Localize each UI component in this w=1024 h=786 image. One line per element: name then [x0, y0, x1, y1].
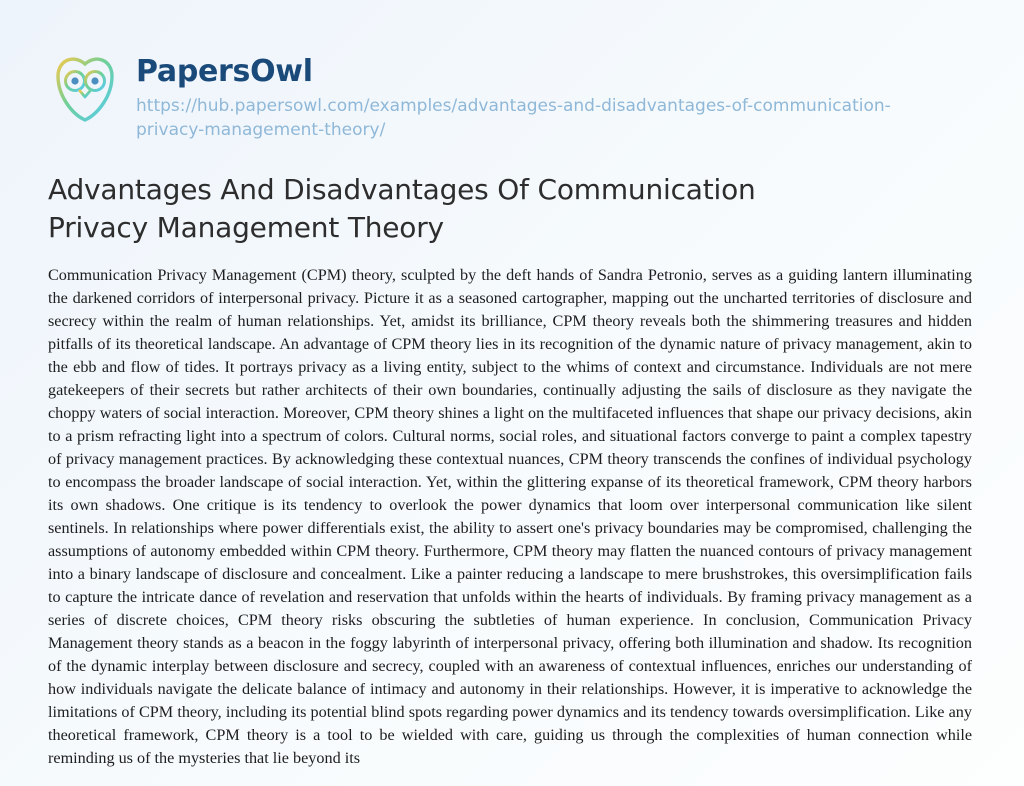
site-header: [0, 0, 1024, 143]
article-body: Communication Privacy Management (CPM) theory, sculpted by the deft hands of Sandra Petronio, serves as a guiding lantern illuminating the darkened corridors of interpersonal privacy. Picture it as a seasoned cartographer, mapping out the uncharted territories of disclosure and secrecy within the realm of human relationships. Yet, amidst its brilliance, CPM theory reveals both the shimmering treasures and hidden pitfalls of its theoretical landscape. An advantage of CPM theory lies in its recognition of the dynamic nature of privacy management, akin to the ebb and flow of tides. It portrays privacy as a living entity, subject to the whims of context and circumstance. Individuals are not mere gatekeepers of their secrets but rather architects of their own boundaries, continually adjusting the sails of disclosure as they navigate the choppy waters of social interaction. Moreover, CPM theory shines a light on the multifaceted influences that shape our privacy decisions, akin to a prism refracting light into a spectrum of colors. Cultural norms, social roles, and situational factors converge to paint a complex tapestry of privacy management practices. By acknowledging these contextual nuances, CPM theory transcends the confines of individual psychology to encompass the broader landscape of social interaction. Yet, within the glittering expanse of its theoretical framework, CPM theory harbors its own shadows. One critique is its tendency to overlook the power dynamics that loom over interpersonal communication like silent sentinels. In relationships where power differentials exist, the ability to assert one's privacy boundaries may be compromised, challenging the assumptions of autonomy embedded within CPM theory. Furthermore, CPM theory may flatten the nuanced contours of privacy management into a binary landscape of disclosure and concealment. Like a painter reducing a landscape to mere brushstrokes, this oversimplification fails to capture the intricate dance of revelation and reservation that unfolds within the hearts of individuals. By framing privacy management as a series of discrete choices, CPM theory risks obscuring the subtleties of human experience. In conclusion, Communication Privacy Management theory stands as a beacon in the foggy labyrinth of interpersonal privacy, offering both illumination and shadow. Its recognition of the dynamic interplay between disclosure and secrecy, coupled with an awareness of contextual influences, enriches our understanding of how individuals navigate the delicate balance of intimacy and autonomy in their relationships. However, it is imperative to acknowledge the limitations of CPM theory, including its potential blind spots regarding power dynamics and its tendency towards oversimplification. Like any theoretical framework, CPM theory is a tool to be wielded with care, guiding us through the complexities of human connection while reminding us of the mysteries that lie beyond its: [48, 266, 972, 768]
page-url[interactable]: https://hub.papersowl.com/examples/advantages-and-disadvantages-of-communication-privacy-management-theory/: [136, 95, 891, 141]
owl-logo-icon: [48, 50, 122, 124]
brand-name: PapersOwl: [136, 54, 313, 89]
brand-block: [136, 48, 896, 143]
page-title: Advantages And Disadvantages Of Communication Privacy Management Theory: [48, 172, 756, 244]
